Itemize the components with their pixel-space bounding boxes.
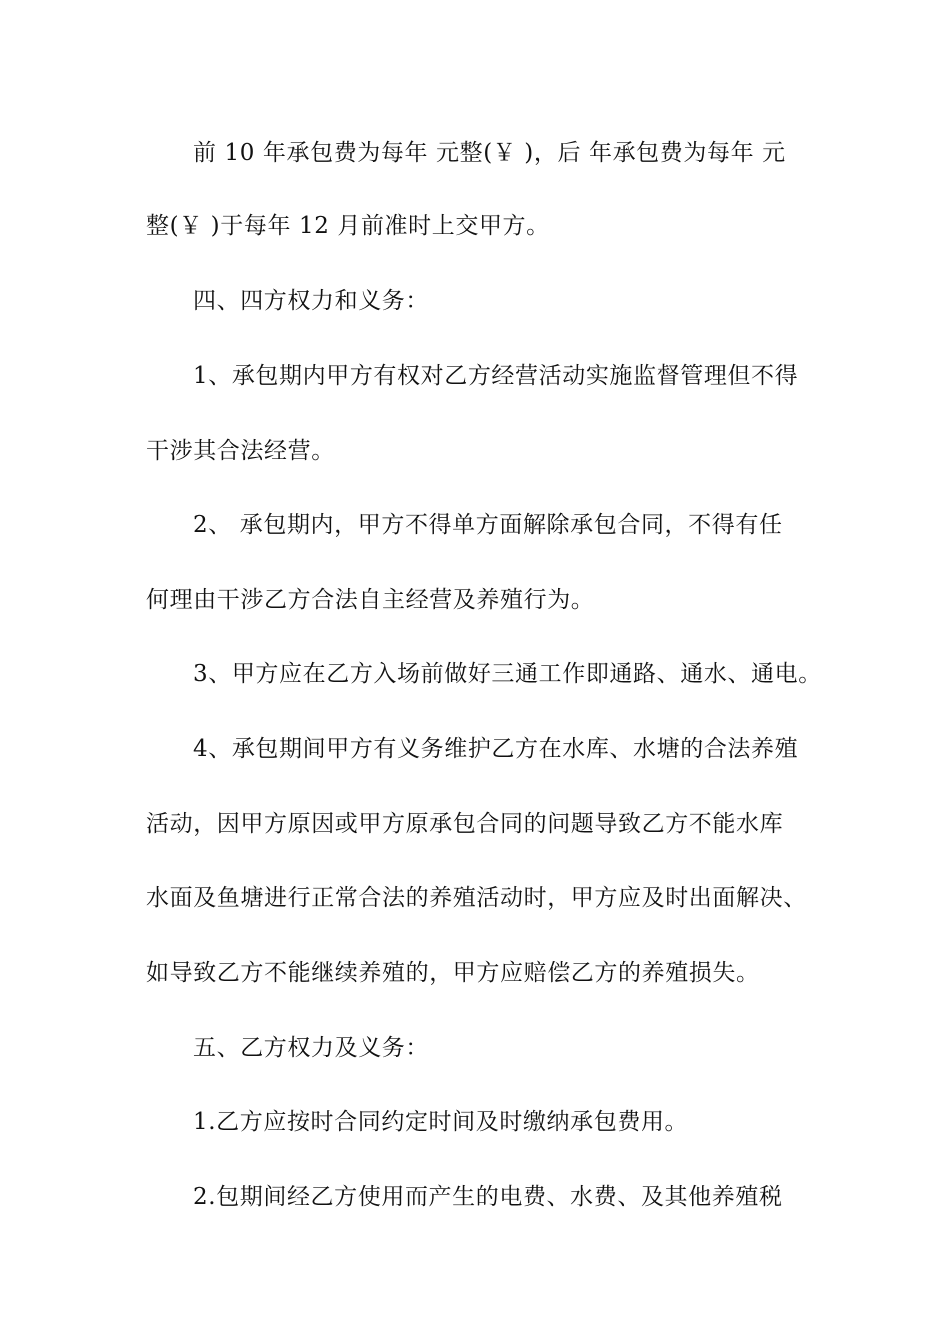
paragraph-line: 1、承包期内甲方有权对乙方经营活动实施监督管理但不得 [193,363,799,389]
paragraph-line: 2、 承包期内，甲方不得单方面解除承包合同，不得有任 [193,512,783,538]
section-heading: 五、乙方权力及义务： [193,1035,429,1061]
paragraph-line: 1.乙方应按时合同约定时间及时缴纳承包费用。 [193,1109,689,1135]
paragraph-line: 4、承包期间甲方有义务维护乙方在水库、水塘的合法养殖 [193,736,799,762]
paragraph-line: 活动，因甲方原因或甲方原承包合同的问题导致乙方不能水库 [146,811,784,837]
paragraph-line: 3、甲方应在乙方入场前做好三通工作即通路、通水、通电。 [193,661,822,687]
section-heading: 四、四方权力和义务： [193,288,429,314]
paragraph-line: 干涉其合法经营。 [146,438,335,464]
paragraph-line: 水面及鱼塘进行正常合法的养殖活动时，甲方应及时出面解决、 [146,885,807,911]
paragraph-line: 整(￥ )于每年 12 月前准时上交甲方。 [146,213,550,239]
paragraph-line: 前 10 年承包费为每年 元整(￥ )，后 年承包费为每年 元 [193,140,786,166]
paragraph-line: 2.包期间经乙方使用而产生的电费、水费、及其他养殖税 [193,1184,783,1210]
paragraph-line: 何理由干涉乙方合法自主经营及养殖行为。 [146,587,595,613]
paragraph-line: 如导致乙方不能继续养殖的，甲方应赔偿乙方的养殖损失。 [146,960,760,986]
